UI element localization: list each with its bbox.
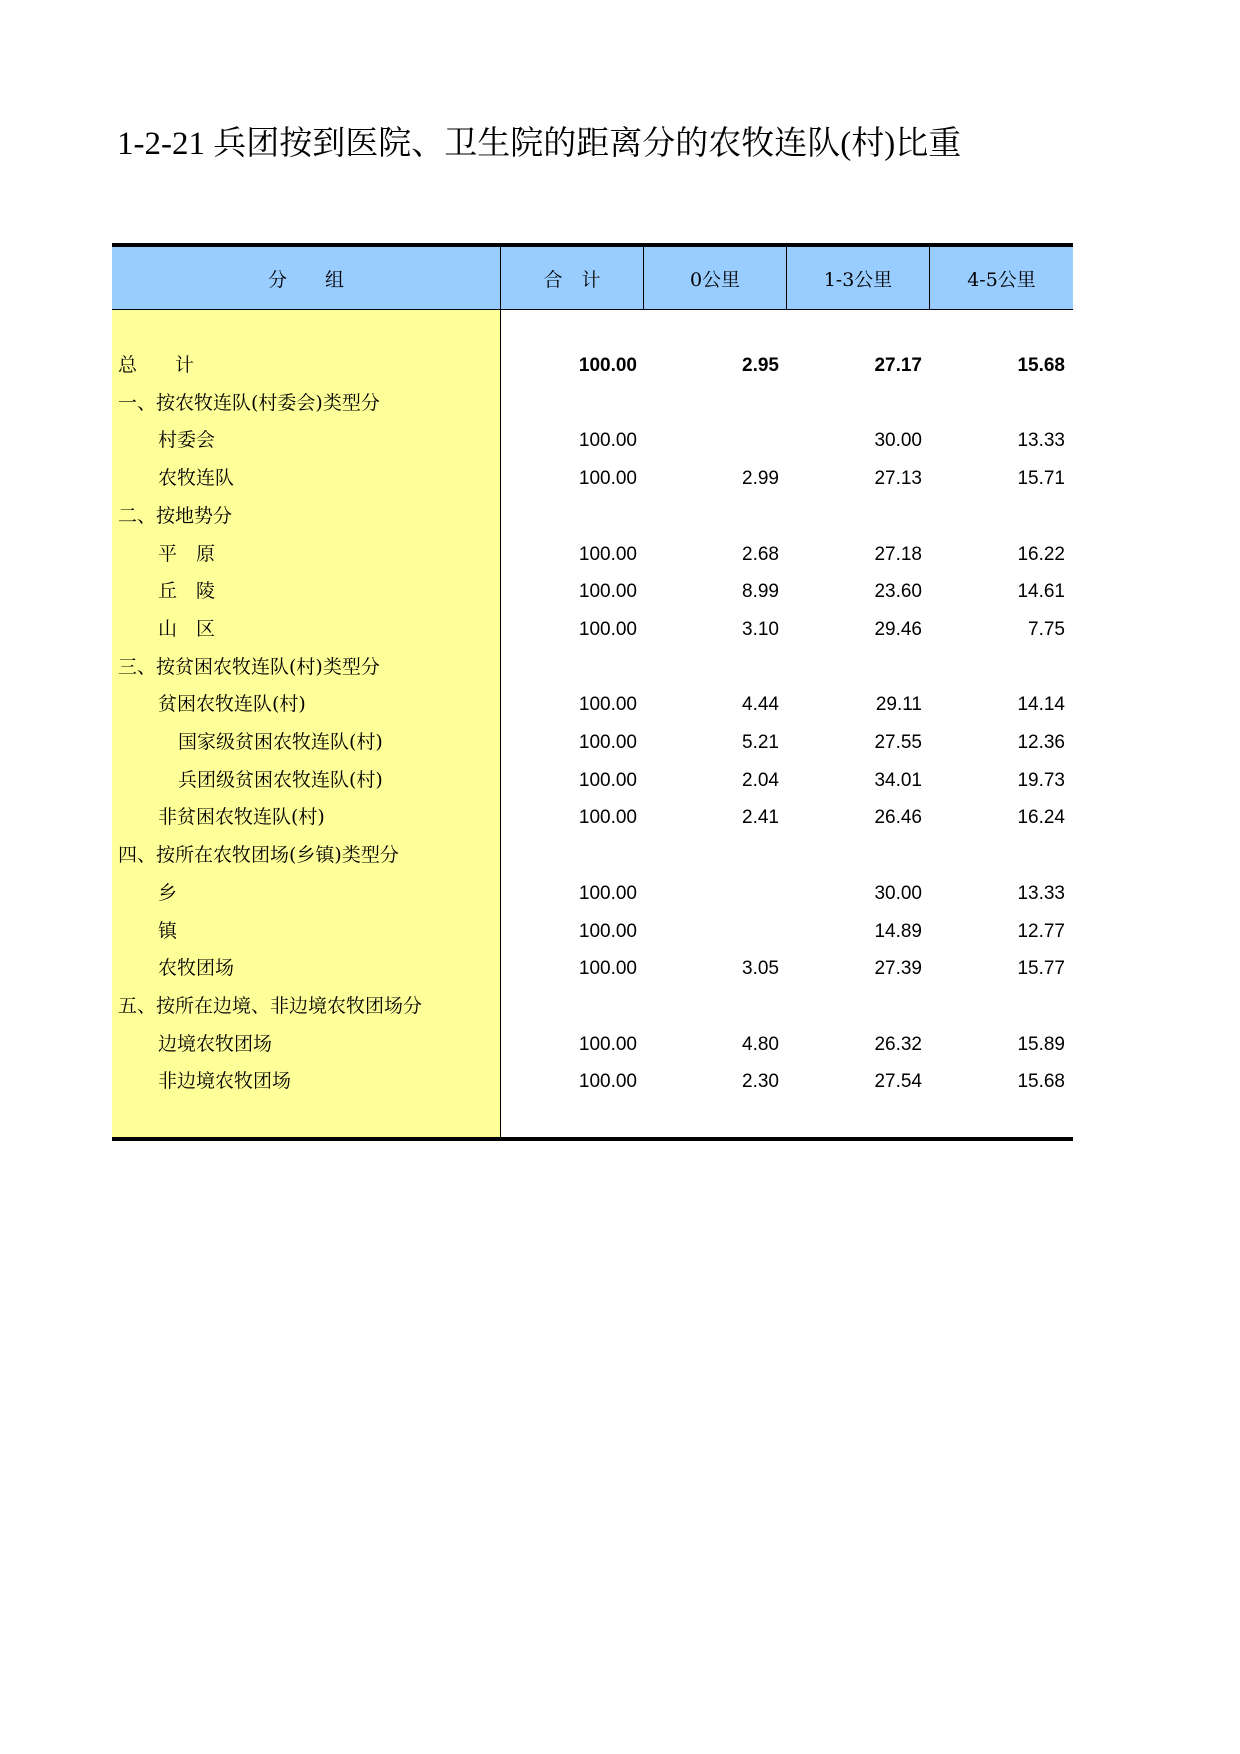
- cell-1-3km: 30.00: [874, 882, 922, 904]
- data-table: [112, 243, 1073, 1141]
- cell-4-5km: [929, 385, 1065, 422]
- header-1-3km: 1-3公里: [787, 247, 930, 309]
- cell-4-5km: 12.77: [1017, 920, 1065, 942]
- cell-1-3km: [786, 837, 922, 874]
- cell-total: 100.00: [578, 355, 637, 376]
- cell-4-5km: [929, 837, 1065, 874]
- cell-total: 100.00: [578, 958, 637, 980]
- row-label: 二、按地势分: [118, 504, 233, 527]
- table-row: [112, 799, 1073, 836]
- row-label: 丘 陵: [158, 580, 216, 603]
- cell-1-3km: 27.54: [874, 1071, 922, 1093]
- row-label: 边境农牧团场: [158, 1032, 273, 1055]
- table-row: [112, 611, 1073, 648]
- table-row: [112, 988, 1073, 1025]
- cell-0km: 2.41: [742, 807, 779, 829]
- row-label: 镇: [158, 919, 178, 942]
- cell-0km: [643, 837, 779, 874]
- row-label: 乡: [158, 881, 178, 904]
- row-label: 三、按贫困农牧连队(村)类型分: [118, 655, 380, 678]
- cell-1-3km: 27.55: [874, 732, 922, 753]
- row-label: 国家级贫困农牧连队(村): [178, 731, 383, 753]
- cell-4-5km: 16.22: [1017, 543, 1065, 565]
- cell-1-3km: 27.13: [874, 468, 922, 490]
- cell-4-5km: 15.77: [1017, 958, 1065, 980]
- cell-0km: 4.80: [742, 1033, 779, 1055]
- cell-4-5km: 14.61: [1017, 581, 1065, 603]
- row-label: 非贫困农牧连队(村): [158, 806, 325, 829]
- cell-total: 100.00: [578, 430, 637, 452]
- cell-4-5km: 15.71: [1017, 468, 1065, 490]
- header-0km: 0公里: [644, 247, 787, 309]
- cell-1-3km: 14.89: [874, 920, 922, 942]
- cell-0km: [643, 498, 779, 535]
- cell-total: [501, 988, 637, 1025]
- header-total: 合 计: [501, 247, 644, 309]
- cell-1-3km: [786, 988, 922, 1025]
- table-header: [112, 247, 1073, 310]
- cell-0km: 2.95: [742, 355, 779, 376]
- table-row: [112, 460, 1073, 497]
- cell-4-5km: 14.14: [1017, 694, 1065, 716]
- cell-0km: 8.99: [742, 581, 779, 603]
- table-row: [112, 950, 1073, 987]
- cell-0km: [643, 649, 779, 686]
- cell-total: 100.00: [578, 543, 637, 565]
- table-row: [112, 724, 1073, 761]
- cell-4-5km: 12.36: [1017, 732, 1065, 753]
- table-row: [112, 347, 1073, 384]
- table-row: [112, 536, 1073, 573]
- table-row: [112, 762, 1073, 799]
- cell-0km: 4.44: [742, 694, 779, 716]
- cell-4-5km: 16.24: [1017, 807, 1065, 829]
- cell-1-3km: 34.01: [874, 769, 922, 791]
- cell-total: 100.00: [578, 1071, 637, 1093]
- cell-0km: 3.05: [742, 958, 779, 980]
- cell-total: 100.00: [578, 581, 637, 603]
- cell-total: [501, 649, 637, 686]
- cell-4-5km: 13.33: [1017, 430, 1065, 452]
- cell-4-5km: [929, 649, 1065, 686]
- row-label: 五、按所在边境、非边境农牧团场分: [118, 994, 423, 1017]
- cell-0km: 3.10: [742, 618, 779, 640]
- cell-0km: 5.21: [742, 732, 779, 753]
- cell-1-3km: 29.46: [874, 618, 922, 640]
- cell-4-5km: [929, 498, 1065, 535]
- row-label: 四、按所在农牧团场(乡镇)类型分: [118, 844, 399, 867]
- row-label: 贫困农牧连队(村): [158, 693, 306, 716]
- row-label: 一、按农牧连队(村委会)类型分: [118, 391, 380, 414]
- table-row: [112, 649, 1073, 686]
- cell-1-3km: 30.00: [874, 430, 922, 452]
- row-label: 农牧团场: [158, 957, 235, 980]
- cell-1-3km: [786, 498, 922, 535]
- cell-4-5km: 7.75: [1028, 618, 1065, 640]
- cell-1-3km: 26.46: [874, 807, 922, 829]
- cell-0km: 2.04: [742, 769, 779, 791]
- cell-4-5km: 19.73: [1017, 769, 1065, 791]
- cell-1-3km: 29.11: [875, 694, 922, 716]
- cell-0km: [643, 875, 779, 912]
- cell-4-5km: 13.33: [1017, 882, 1065, 904]
- table-row: [112, 1063, 1073, 1100]
- row-label: 总 计: [118, 354, 195, 376]
- cell-1-3km: [786, 385, 922, 422]
- cell-total: 100.00: [578, 732, 637, 753]
- cell-total: [501, 385, 637, 422]
- cell-total: 100.00: [578, 807, 637, 829]
- table-row: [112, 498, 1073, 535]
- cell-total: [501, 498, 637, 535]
- cell-1-3km: 26.32: [874, 1033, 922, 1055]
- cell-0km: [643, 988, 779, 1025]
- cell-total: 100.00: [578, 920, 637, 942]
- cell-0km: [643, 913, 779, 950]
- table-bottom-border: [112, 1137, 1073, 1141]
- table-row: [112, 837, 1073, 874]
- table-row: [112, 875, 1073, 912]
- row-label: 山 区: [158, 617, 216, 640]
- cell-0km: [643, 385, 779, 422]
- cell-total: 100.00: [578, 1033, 637, 1055]
- row-label: 农牧连队: [158, 467, 235, 490]
- row-label: 村委会: [158, 429, 216, 452]
- header-group: 分 组: [112, 247, 501, 309]
- cell-0km: 2.99: [742, 468, 779, 490]
- cell-1-3km: 27.17: [874, 355, 922, 376]
- table-row: [112, 913, 1073, 950]
- cell-total: 100.00: [578, 882, 637, 904]
- cell-4-5km: 15.68: [1017, 355, 1065, 376]
- row-label: 非边境农牧团场: [158, 1070, 292, 1093]
- table-row: [112, 422, 1073, 459]
- cell-1-3km: 23.60: [874, 581, 922, 603]
- table-row: [112, 385, 1073, 422]
- cell-4-5km: [929, 988, 1065, 1025]
- cell-total: [501, 837, 637, 874]
- table-row: [112, 573, 1073, 610]
- row-label: 平 原: [158, 542, 216, 565]
- cell-total: 100.00: [578, 694, 637, 716]
- cell-total: 100.00: [578, 769, 637, 791]
- cell-0km: 2.30: [742, 1071, 779, 1093]
- cell-4-5km: 15.68: [1017, 1071, 1065, 1093]
- cell-total: 100.00: [578, 468, 637, 490]
- header-4-5km: 4-5公里: [967, 268, 1036, 291]
- cell-0km: [643, 422, 779, 459]
- cell-total: 100.00: [578, 618, 637, 640]
- page-title: 1-2-21 兵团按到医院、卫生院的距离分的农牧连队(村)比重: [117, 126, 962, 162]
- table-row: [112, 1026, 1073, 1063]
- cell-1-3km: 27.39: [874, 958, 922, 980]
- table-row: [112, 686, 1073, 723]
- cell-1-3km: 27.18: [874, 543, 922, 565]
- cell-4-5km: 15.89: [1017, 1033, 1065, 1055]
- cell-1-3km: [786, 649, 922, 686]
- row-label: 兵团级贫困农牧连队(村): [178, 768, 383, 791]
- cell-0km: 2.68: [742, 543, 779, 565]
